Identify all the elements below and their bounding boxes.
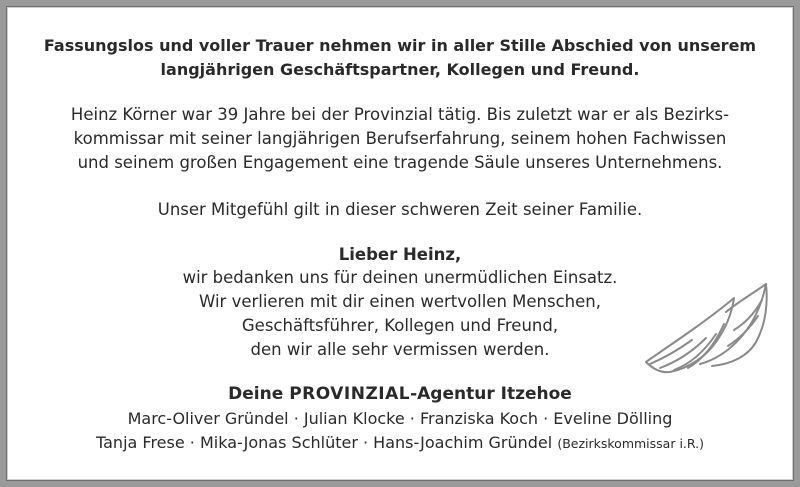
signature [0, 384, 800, 404]
address-line-4: den wir alle sehr vermissen werden. [250, 340, 550, 359]
angel-wings-icon [640, 272, 780, 382]
names-row-2 [0, 433, 800, 452]
sympathy-line: Unser Mitgefühl gilt in dieser schweren Zeit seiner Familie. [157, 200, 643, 219]
names-row-2-note: (Bezirkskommissar i.R.) [557, 436, 704, 451]
body-line-3: und seinem großen Engagement eine tragende Säule unseres Unternehmens. [77, 153, 723, 172]
body-line-1: Heinz Körner war 39 Jahre bei der Provinzial tätig. Bis zuletzt war er als Bezirks- [70, 105, 730, 124]
intro-line-1: Fassungslos und voller Trauer nehmen wir in aller Stille Abschied von unserem [43, 36, 757, 55]
address-line-3: Geschäftsführer, Kollegen und Freund, [241, 316, 559, 335]
signature-suffix: -Agentur Itzehoe [410, 384, 572, 404]
intro-line-2: langjährigen Geschäftspartner, Kollegen und Freund. [160, 60, 640, 79]
signature-prefix: Deine [228, 384, 290, 404]
names-row-2-text: Tanja Frese · Mika-Jonas Schlüter · Hans-Joachim Gründel [96, 433, 553, 452]
address-line-2: Wir verlieren mit dir einen wertvollen Menschen, [199, 292, 601, 311]
body-line-2: kommissar mit seiner langjährigen Berufserfahrung, seinem hohen Fachwissen [73, 129, 727, 148]
salutation: Lieber Heinz, [338, 245, 462, 264]
address-line-1: wir bedanken uns für deinen unermüdlichen Einsatz. [182, 268, 618, 287]
names-row-1: Marc-Oliver Gründel · Julian Klocke · Franziska Koch · Eveline Dölling [127, 409, 673, 428]
brand-name: PROVINZIAL [289, 384, 411, 404]
